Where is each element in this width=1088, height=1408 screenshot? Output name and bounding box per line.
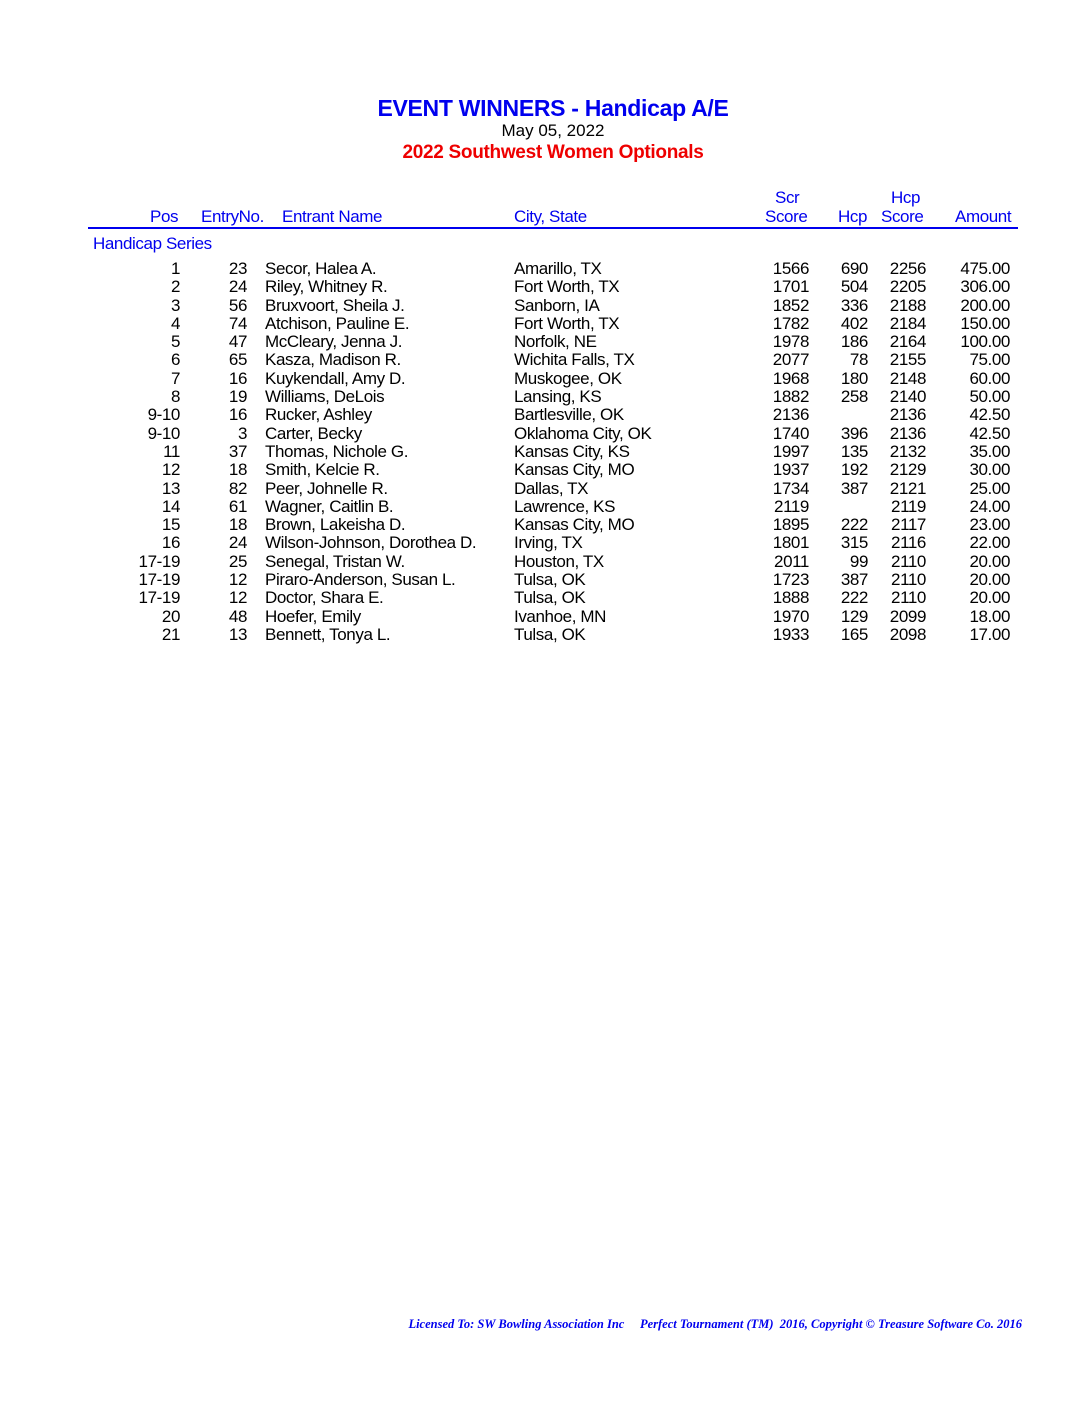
column-header-hcp-score-top: Hcp bbox=[891, 188, 921, 207]
cell-scratch-score: 1978 bbox=[772, 332, 809, 352]
column-header-pos: Pos bbox=[150, 207, 179, 226]
cell-city-state: Lawrence, KS bbox=[514, 496, 616, 516]
cell-amount: 20.00 bbox=[969, 570, 1010, 590]
column-header-entry-no: EntryNo. bbox=[201, 207, 264, 226]
cell-entry-no: 12 bbox=[228, 570, 247, 590]
cell-amount: 20.00 bbox=[969, 551, 1010, 571]
cell-amount: 23.00 bbox=[969, 515, 1010, 535]
cell-entrant-name: McCleary, Jenna J. bbox=[265, 332, 403, 352]
cell-pos: 4 bbox=[170, 313, 180, 333]
cell-scratch-score: 1997 bbox=[772, 441, 809, 461]
cell-city-state: Kansas City, MO bbox=[514, 460, 635, 480]
table-row bbox=[0, 425, 1088, 443]
table-row bbox=[0, 571, 1088, 589]
cell-city-state: Fort Worth, TX bbox=[514, 277, 620, 297]
cell-scratch-score: 2011 bbox=[774, 551, 809, 571]
cell-entrant-name: Kuykendall, Amy D. bbox=[265, 368, 406, 388]
cell-entrant-name: Piraro-Anderson, Susan L. bbox=[265, 570, 456, 590]
cell-pos: 21 bbox=[161, 624, 180, 644]
cell-entrant-name: Peer, Johnelle R. bbox=[265, 478, 388, 498]
cell-amount: 25.00 bbox=[969, 478, 1010, 498]
cell-pos: 20 bbox=[161, 606, 180, 626]
cell-city-state: Houston, TX bbox=[514, 551, 604, 571]
table-row bbox=[0, 260, 1088, 278]
table-row bbox=[0, 333, 1088, 351]
cell-city-state: Tulsa, OK bbox=[514, 570, 586, 590]
cell-handicap-score: 2256 bbox=[889, 259, 926, 278]
cell-entrant-name: Carter, Becky bbox=[265, 423, 362, 443]
cell-scratch-score: 1740 bbox=[772, 423, 809, 443]
column-header-amount: Amount bbox=[955, 207, 1012, 226]
cell-entry-no: 16 bbox=[228, 368, 247, 388]
table-row bbox=[0, 589, 1088, 607]
cell-handicap: 165 bbox=[840, 624, 868, 644]
cell-city-state: Bartlesville, OK bbox=[514, 405, 624, 425]
cell-scratch-score: 2077 bbox=[772, 350, 809, 370]
cell-handicap: 315 bbox=[840, 533, 868, 553]
cell-scratch-score: 2136 bbox=[772, 405, 809, 425]
cell-entry-no: 56 bbox=[228, 295, 247, 315]
cell-handicap: 192 bbox=[840, 460, 868, 480]
cell-city-state: Tulsa, OK bbox=[514, 588, 586, 608]
page-title: EVENT WINNERS - Handicap A/E bbox=[377, 95, 729, 121]
cell-scratch-score: 1888 bbox=[772, 588, 809, 608]
section-title: Handicap Series bbox=[93, 234, 212, 253]
license-footer: Licensed To: SW Bowling Association Inc Perfect Tournament (TM) 2016, Copyright © Treasure Software Co. 2016 bbox=[408, 1317, 1022, 1331]
cell-handicap-score: 2136 bbox=[889, 423, 926, 443]
cell-scratch-score: 1701 bbox=[772, 277, 809, 297]
cell-city-state: Tulsa, OK bbox=[514, 624, 586, 644]
table-row bbox=[0, 516, 1088, 534]
cell-pos: 12 bbox=[161, 460, 180, 480]
cell-handicap-score: 2099 bbox=[889, 606, 926, 626]
header-divider bbox=[88, 227, 1018, 229]
cell-handicap-score: 2116 bbox=[891, 533, 926, 553]
cell-entrant-name: Bennett, Tonya L. bbox=[265, 624, 391, 644]
cell-pos: 17-19 bbox=[138, 570, 180, 590]
cell-scratch-score: 1723 bbox=[772, 570, 809, 590]
cell-entry-no: 24 bbox=[228, 277, 247, 297]
table-row bbox=[0, 443, 1088, 461]
cell-handicap: 504 bbox=[840, 277, 868, 297]
cell-city-state: Dallas, TX bbox=[514, 478, 589, 498]
cell-entrant-name: Atchison, Pauline E. bbox=[265, 313, 410, 333]
cell-handicap-score: 2205 bbox=[889, 277, 926, 297]
cell-scratch-score: 1852 bbox=[772, 295, 809, 315]
cell-entrant-name: Bruxvoort, Sheila J. bbox=[265, 295, 405, 315]
cell-pos: 8 bbox=[170, 387, 180, 407]
cell-entry-no: 23 bbox=[228, 259, 247, 278]
cell-entry-no: 61 bbox=[228, 496, 247, 516]
table-row bbox=[0, 406, 1088, 424]
cell-amount: 42.50 bbox=[969, 405, 1010, 425]
cell-entry-no: 25 bbox=[228, 551, 247, 571]
table-row bbox=[0, 553, 1088, 571]
cell-scratch-score: 1933 bbox=[772, 624, 809, 644]
cell-entrant-name: Wagner, Caitlin B. bbox=[265, 496, 394, 516]
cell-entrant-name: Kasza, Madison R. bbox=[265, 350, 401, 370]
cell-entrant-name: Hoefer, Emily bbox=[265, 606, 361, 626]
cell-scratch-score: 1895 bbox=[772, 515, 809, 535]
cell-pos: 9-10 bbox=[147, 423, 180, 443]
cell-scratch-score: 1937 bbox=[772, 460, 809, 480]
table-row bbox=[0, 370, 1088, 388]
table-row bbox=[0, 480, 1088, 498]
cell-amount: 50.00 bbox=[969, 387, 1010, 407]
cell-scratch-score: 1801 bbox=[772, 533, 809, 553]
cell-amount: 22.00 bbox=[969, 533, 1010, 553]
cell-entry-no: 48 bbox=[228, 606, 247, 626]
cell-scratch-score: 1882 bbox=[772, 387, 809, 407]
cell-entrant-name: Senegal, Tristan W. bbox=[265, 551, 405, 571]
cell-entrant-name: Riley, Whitney R. bbox=[265, 277, 388, 297]
cell-amount: 35.00 bbox=[969, 441, 1010, 461]
cell-pos: 1 bbox=[170, 259, 180, 278]
cell-entrant-name: Brown, Lakeisha D. bbox=[265, 515, 406, 535]
cell-entrant-name: Doctor, Shara E. bbox=[265, 588, 384, 608]
cell-pos: 11 bbox=[163, 441, 180, 461]
cell-handicap: 402 bbox=[840, 313, 868, 333]
cell-amount: 200.00 bbox=[960, 295, 1010, 315]
cell-handicap-score: 2121 bbox=[889, 478, 926, 498]
column-header-entrant-name: Entrant Name bbox=[282, 207, 383, 226]
cell-entrant-name: Rucker, Ashley bbox=[265, 405, 372, 425]
cell-city-state: Lansing, KS bbox=[514, 387, 602, 407]
cell-city-state: Wichita Falls, TX bbox=[514, 350, 635, 370]
table-row bbox=[0, 388, 1088, 406]
cell-amount: 60.00 bbox=[969, 368, 1010, 388]
table-row bbox=[0, 351, 1088, 369]
cell-pos: 5 bbox=[170, 332, 180, 352]
cell-amount: 17.00 bbox=[969, 624, 1010, 644]
cell-amount: 18.00 bbox=[969, 606, 1010, 626]
cell-entrant-name: Thomas, Nichole G. bbox=[265, 441, 409, 461]
cell-scratch-score: 1734 bbox=[772, 478, 809, 498]
cell-amount: 150.00 bbox=[960, 313, 1010, 333]
cell-pos: 17-19 bbox=[138, 588, 180, 608]
cell-handicap-score: 2119 bbox=[891, 496, 926, 516]
cell-handicap-score: 2129 bbox=[889, 460, 926, 480]
cell-city-state: Amarillo, TX bbox=[514, 259, 602, 278]
cell-handicap: 222 bbox=[840, 588, 868, 608]
cell-handicap: 396 bbox=[840, 423, 868, 443]
table-row bbox=[0, 461, 1088, 479]
cell-handicap: 99 bbox=[849, 551, 868, 571]
cell-scratch-score: 1970 bbox=[772, 606, 809, 626]
cell-city-state: Kansas City, MO bbox=[514, 515, 635, 535]
cell-handicap: 129 bbox=[840, 606, 868, 626]
cell-handicap: 690 bbox=[840, 259, 868, 278]
table-row bbox=[0, 608, 1088, 626]
cell-handicap-score: 2110 bbox=[891, 551, 926, 571]
cell-scratch-score: 1566 bbox=[772, 259, 809, 278]
cell-handicap-score: 2117 bbox=[891, 515, 926, 535]
cell-pos: 3 bbox=[170, 295, 180, 315]
cell-pos: 14 bbox=[161, 496, 180, 516]
cell-pos: 13 bbox=[161, 478, 180, 498]
cell-pos: 17-19 bbox=[138, 551, 180, 571]
column-header-scr-bottom: Score bbox=[765, 207, 808, 226]
cell-pos: 6 bbox=[170, 350, 180, 370]
cell-city-state: Oklahoma City, OK bbox=[514, 423, 652, 443]
cell-amount: 42.50 bbox=[969, 423, 1010, 443]
cell-entry-no: 65 bbox=[228, 350, 247, 370]
cell-city-state: Fort Worth, TX bbox=[514, 313, 620, 333]
cell-entry-no: 12 bbox=[228, 588, 247, 608]
cell-entry-no: 24 bbox=[228, 533, 247, 553]
cell-pos: 9-10 bbox=[147, 405, 180, 425]
table-row bbox=[0, 498, 1088, 516]
cell-entrant-name: Secor, Halea A. bbox=[265, 259, 377, 278]
cell-handicap-score: 2136 bbox=[889, 405, 926, 425]
cell-pos: 7 bbox=[170, 368, 180, 388]
column-header-scr-top: Scr bbox=[775, 188, 800, 207]
cell-handicap: 258 bbox=[840, 387, 868, 407]
cell-amount: 100.00 bbox=[960, 332, 1010, 352]
cell-scratch-score: 2119 bbox=[774, 496, 809, 516]
cell-handicap: 78 bbox=[849, 350, 868, 370]
table-row bbox=[0, 626, 1088, 644]
cell-handicap: 135 bbox=[840, 441, 868, 461]
cell-handicap: 180 bbox=[840, 368, 868, 388]
results-table bbox=[0, 260, 1088, 644]
cell-handicap-score: 2155 bbox=[889, 350, 926, 370]
cell-entrant-name: Wilson-Johnson, Dorothea D. bbox=[265, 533, 477, 553]
cell-amount: 475.00 bbox=[960, 259, 1010, 278]
cell-handicap-score: 2098 bbox=[889, 624, 926, 644]
cell-amount: 306.00 bbox=[960, 277, 1010, 297]
cell-city-state: Ivanhoe, MN bbox=[514, 606, 606, 626]
tournament-name: 2022 Southwest Women Optionals bbox=[402, 142, 704, 163]
cell-handicap-score: 2184 bbox=[889, 313, 926, 333]
cell-handicap-score: 2110 bbox=[891, 570, 926, 590]
cell-scratch-score: 1968 bbox=[772, 368, 809, 388]
cell-handicap-score: 2164 bbox=[889, 332, 926, 352]
column-header-city-state: City, State bbox=[514, 207, 587, 226]
cell-entry-no: 82 bbox=[228, 478, 247, 498]
cell-city-state: Irving, TX bbox=[514, 533, 583, 553]
cell-scratch-score: 1782 bbox=[772, 313, 809, 333]
cell-city-state: Kansas City, KS bbox=[514, 441, 630, 461]
cell-entry-no: 16 bbox=[228, 405, 247, 425]
cell-city-state: Sanborn, IA bbox=[514, 295, 600, 315]
cell-handicap: 222 bbox=[840, 515, 868, 535]
column-header-hcp: Hcp bbox=[838, 207, 868, 226]
cell-handicap: 387 bbox=[840, 478, 868, 498]
cell-handicap-score: 2148 bbox=[889, 368, 926, 388]
cell-handicap-score: 2140 bbox=[889, 387, 926, 407]
cell-handicap: 336 bbox=[840, 295, 868, 315]
cell-entry-no: 13 bbox=[228, 624, 247, 644]
cell-entrant-name: Smith, Kelcie R. bbox=[265, 460, 380, 480]
cell-handicap: 387 bbox=[840, 570, 868, 590]
cell-handicap-score: 2188 bbox=[889, 295, 926, 315]
cell-handicap-score: 2110 bbox=[891, 588, 926, 608]
cell-entry-no: 3 bbox=[237, 423, 247, 443]
column-header-hcp-score-bottom: Score bbox=[881, 207, 924, 226]
cell-entry-no: 18 bbox=[228, 460, 247, 480]
cell-city-state: Norfolk, NE bbox=[514, 332, 597, 352]
cell-handicap: 186 bbox=[840, 332, 868, 352]
table-row bbox=[0, 297, 1088, 315]
cell-amount: 24.00 bbox=[969, 496, 1010, 516]
cell-amount: 30.00 bbox=[969, 460, 1010, 480]
cell-amount: 75.00 bbox=[969, 350, 1010, 370]
table-row bbox=[0, 534, 1088, 552]
cell-entry-no: 47 bbox=[228, 332, 247, 352]
cell-entrant-name: Williams, DeLois bbox=[265, 387, 385, 407]
cell-pos: 16 bbox=[161, 533, 180, 553]
cell-pos: 2 bbox=[170, 277, 180, 297]
cell-entry-no: 19 bbox=[228, 387, 247, 407]
cell-entry-no: 74 bbox=[228, 313, 247, 333]
table-row bbox=[0, 278, 1088, 296]
cell-entry-no: 18 bbox=[228, 515, 247, 535]
event-date: May 05, 2022 bbox=[501, 121, 605, 140]
cell-amount: 20.00 bbox=[969, 588, 1010, 608]
cell-handicap-score: 2132 bbox=[889, 441, 926, 461]
cell-pos: 15 bbox=[161, 515, 180, 535]
cell-city-state: Muskogee, OK bbox=[514, 368, 622, 388]
cell-entry-no: 37 bbox=[228, 441, 247, 461]
table-row bbox=[0, 315, 1088, 333]
